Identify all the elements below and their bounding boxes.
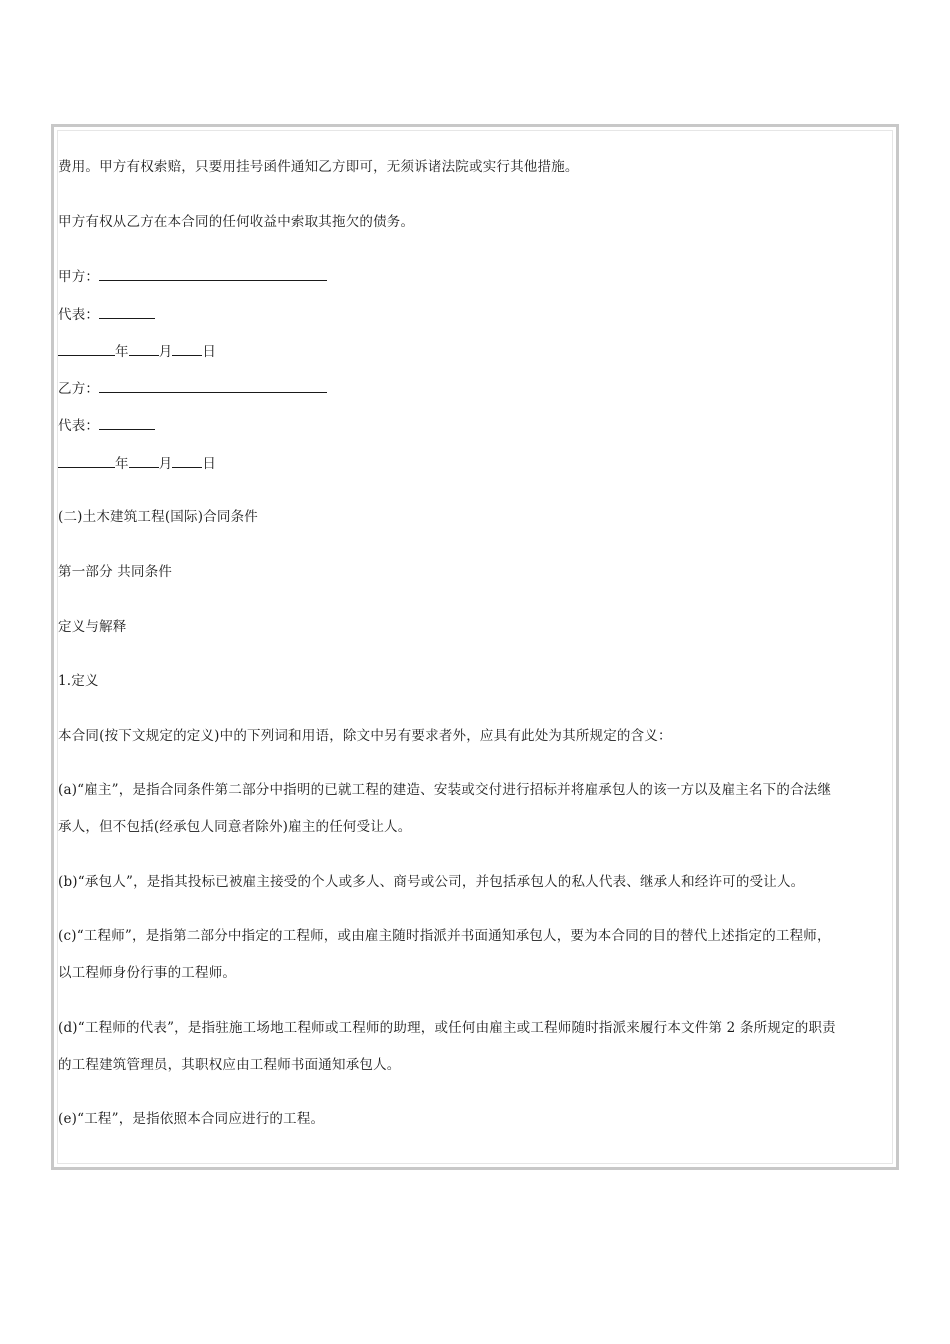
- rep-b-blank: [99, 416, 155, 430]
- definition-c-line-2: 以工程师身份行事的工程师。: [58, 965, 237, 981]
- definition-a-line-2: 承人，但不包括(经承包人同意者除外)雇主的任何受让人。: [58, 819, 412, 835]
- definition-a-line-1: (a)“雇主”，是指合同条件第二部分中指明的已就工程的建造、安装或交付进行招标并将雇承包人的该一方以及雇主名下的合法继: [58, 782, 832, 798]
- day-b-blank: [172, 454, 202, 468]
- day-a-label: 日: [202, 344, 217, 360]
- party-b-blank: [99, 379, 327, 393]
- year-a-label: 年: [115, 344, 129, 360]
- party-b-label: 乙方：: [58, 381, 100, 397]
- month-b-label: 月: [158, 456, 173, 472]
- rep-b-signature-line: [58, 416, 155, 435]
- section-title: (二)土木建筑工程(国际)合同条件: [58, 509, 258, 525]
- day-b-label: 日: [202, 456, 217, 472]
- party-a-blank: [99, 267, 327, 281]
- definition-d-line-1: (d)“工程师的代表”，是指驻施工场地工程师或工程师的助理，或任何由雇主或工程师随时指派来履行本文件第 2 条所规定的职责: [58, 1020, 836, 1036]
- year-b-label: 年: [115, 456, 129, 472]
- definitions-intro: 本合同(按下文规定的定义)中的下列词和用语，除文中另有要求者外，应具有此处为其所规定的含义：: [58, 728, 672, 744]
- paragraph-compensation: 费用。甲方有权索赔，只要用挂号函件通知乙方即可，无须诉诸法院或实行其他措施。: [58, 159, 579, 175]
- party-a-label: 甲方：: [58, 269, 100, 285]
- month-b-blank: [129, 454, 159, 468]
- party-a-signature-line: [58, 267, 327, 286]
- paragraph-debt: 甲方有权从乙方在本合同的任何收益中索取其拖欠的债务。: [58, 214, 415, 230]
- date-b-line: [58, 454, 216, 473]
- definition-c-line-1: (c)“工程师”，是指第二部分中指定的工程师，或由雇主随时指派并书面通知承包人，要为本合同的目的替代上述指定的工程师，: [58, 928, 831, 944]
- party-b-signature-line: [58, 379, 327, 398]
- month-a-label: 月: [158, 344, 173, 360]
- month-a-blank: [129, 342, 159, 356]
- rep-a-label: 代表：: [58, 307, 100, 323]
- rep-a-signature-line: [58, 305, 155, 324]
- year-a-blank: [58, 342, 115, 356]
- part-title: 第一部分 共同条件: [58, 564, 173, 580]
- rep-a-blank: [99, 305, 155, 319]
- rep-b-label: 代表：: [58, 418, 100, 434]
- year-b-blank: [58, 454, 115, 468]
- day-a-blank: [172, 342, 202, 356]
- clause-1-heading: 1.定义: [58, 673, 99, 689]
- definition-e: (e)“工程”，是指依照本合同应进行的工程。: [58, 1111, 325, 1127]
- definition-d-line-2: 的工程建筑管理员，其职权应由工程师书面通知承包人。: [58, 1057, 401, 1073]
- definitions-title: 定义与解释: [58, 619, 127, 635]
- date-a-line: [58, 342, 216, 361]
- definition-b: (b)“承包人”，是指其投标已被雇主接受的个人或多人、商号或公司，并包括承包人的私人代表、继承人和经许可的受让人。: [58, 874, 805, 890]
